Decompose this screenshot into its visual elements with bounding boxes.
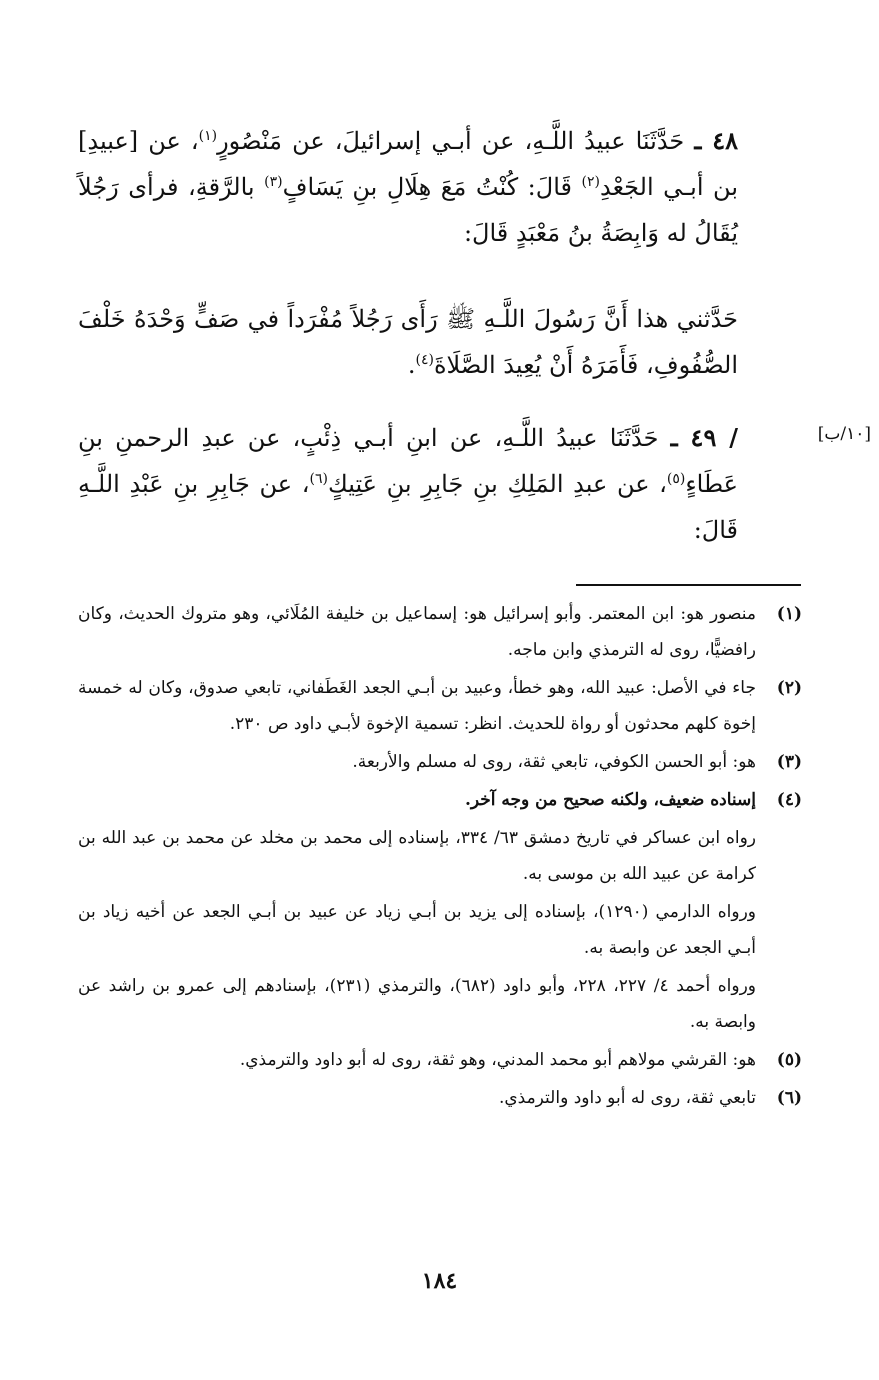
footnotes <box>78 596 802 1118</box>
hadith-text: قَالَ: كُنْتُ مَعَ هِلَالِ بنِ يَسَافٍ <box>282 173 582 201</box>
period: . <box>407 351 416 379</box>
footnote-text: تابعي ثقة، روى له أبو داود والترمذي. <box>498 1088 756 1108</box>
footnote-ref: (٣) <box>264 174 283 190</box>
footnote-ref: (١) <box>198 128 218 144</box>
footnote-number: (٤) <box>776 790 802 810</box>
footnote-2 <box>78 670 802 742</box>
hadith-text: حَدَّثَنَا عبيدُ اللَّـهِ، عن ابنِ أبـي ذِئْبٍ، عن عبدِ الرحمنِ بنِ عَطَاءٍ <box>78 424 738 498</box>
footnote-6 <box>78 1080 802 1116</box>
hadith-48-matn <box>78 296 738 388</box>
footnote-text: هو: أبو الحسن الكوفي، تابعي ثقة، روى له مسلم والأربعة. <box>352 752 756 772</box>
footnote-text: منصور هو: ابن المعتمر. وأبو إسرائيل هو: إسماعيل بن خليفة المُلَائي، وهو متروك الحديث، وكان رافضيًّا، روى له الترمذي وابن ماجه. <box>78 604 756 660</box>
hadith-text: بالرَّقةِ، فرأى رَجُلاً يُقَالُ له وَابِصَةُ بنُ مَعْبَدٍ قَالَ: <box>78 173 738 247</box>
footnote-4-para: ورواه الدارمي (١٢٩٠)، بإسناده إلى يزيد بن أبـي زياد عن عبيد بن أبـي الجعد عن أخيه زياد بن أبـي الجعد عن وابصة به. <box>78 902 757 958</box>
footnote-4-para: ورواه أحمد ٤/ ٢٢٧، ٢٢٨، وأبو داود (٦٨٢)، والترمذي (٢٣١)، بإسنادهم إلى عمرو بن راشد عن وابصة به. <box>78 976 756 1032</box>
folio-marker: [١٠/ب] <box>817 424 871 444</box>
footnote-5 <box>78 1042 802 1078</box>
footnote-3 <box>78 744 802 780</box>
hadith-text: ، عن جَابِرِ بنِ عَبْدِ اللَّـهِ قَالَ: <box>78 470 738 544</box>
footnote-ref: (٢) <box>581 174 600 190</box>
hadith-49 <box>78 415 738 553</box>
hadith-48 <box>78 118 738 256</box>
footnote-text: إسناده ضعيف، ولكنه صحيح من وجه آخر. <box>464 790 756 810</box>
footnote-ref: (٦) <box>309 471 328 487</box>
footnote-1 <box>78 596 802 668</box>
hadith-number: / ٤٩ ـ <box>670 423 738 452</box>
footnote-text: هو: القرشي مولاهم أبو محمد المدني، وهو ثقة، روى له أبو داود والترمذي. <box>239 1050 756 1070</box>
hadith-text: حَدَّثني هذا أَنَّ رَسُولَ اللَّـهِ ﷺ رَأَى رَجُلاً مُفْرَداً في صَفٍّ وَحْدَهُ خَلْفَ الصُّفُوفِ، فَأَمَرَهُ أَنْ يُعِيدَ الصَّلَاةَ <box>78 305 738 379</box>
footnote-number: (١) <box>776 604 802 624</box>
hadith-text: ، عن عبدِ المَلِكِ بنِ جَابِرِ بنِ عَتِيكٍ <box>327 470 667 498</box>
footnote-number: (٢) <box>776 678 802 698</box>
footnote-ref: (٥) <box>666 471 686 487</box>
page-number: ١٨٤ <box>421 1268 458 1294</box>
footnote-ref: (٤) <box>415 352 434 368</box>
footnote-text: جاء في الأصل: عبيد الله، وهو خطأ، وعبيد بن أبـي الجعد الغَطَفاني، تابعي صدوق، وكان له خمسة إخوة كلهم محدثون أو رواة للحديث. انظر: تسمية الإخوة لأبـي داود ص ٢٣٠. <box>78 678 756 734</box>
hadith-text: حَدَّثَنَا عبيدُ اللَّـهِ، عن أبـي إسرائيلَ، عن مَنْصُورٍ <box>217 127 685 155</box>
hadith-text: ، عن [عبيدِ] بن أبـي الجَعْدِ <box>78 127 739 201</box>
footnote-number: (٥) <box>776 1050 802 1070</box>
footnote-4-para: رواه ابن عساكر في تاريخ دمشق ٦٣/ ٣٣٤، بإسناده إلى محمد بن مخلد عن محمد بن عبد الله بن كرامة عن عبيد الله بن موسى به. <box>78 828 756 884</box>
footnote-separator <box>576 584 801 586</box>
hadith-number: ٤٨ ـ <box>694 126 738 155</box>
footnote-number: (٦) <box>776 1088 802 1108</box>
footnote-number: (٣) <box>776 752 802 772</box>
footnote-4 <box>78 782 802 818</box>
